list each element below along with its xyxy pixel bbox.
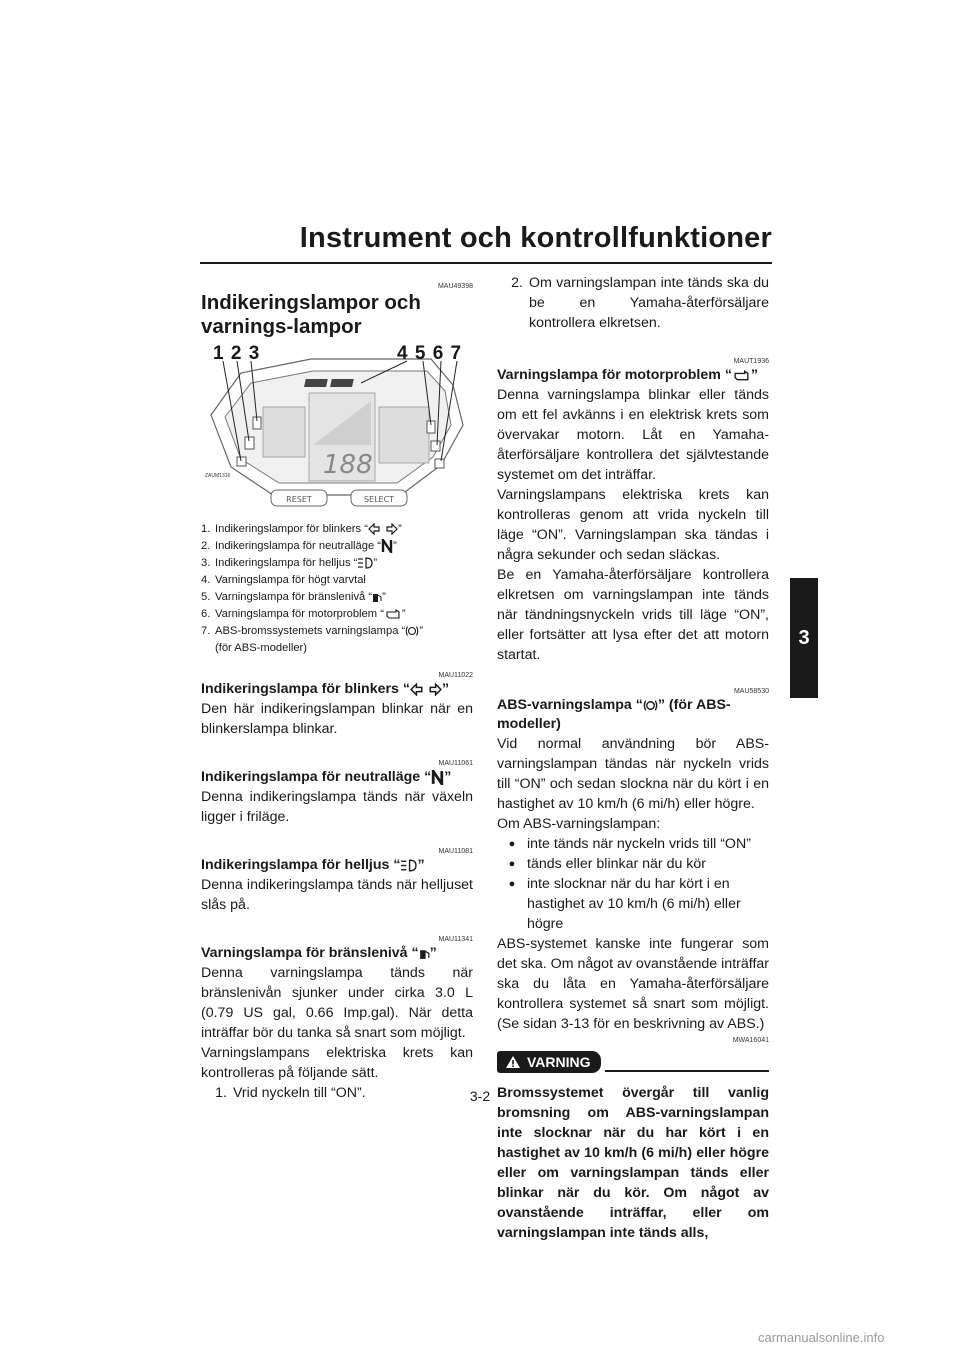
section-title-fuel: Varningslampa för bränslenivå “ ”	[201, 945, 437, 961]
high-beam-icon	[357, 557, 373, 569]
fuel-pump-icon	[419, 947, 430, 960]
select-label: SELECT	[363, 495, 395, 504]
neutral-icon	[431, 770, 444, 785]
turn-signal-icon	[410, 683, 442, 696]
turn-signal-icon	[368, 523, 398, 535]
section-text: Varningslampans elektriska krets kan kontrolleras på följande sätt.	[201, 1045, 473, 1081]
section-code: MAUT1936	[733, 358, 769, 365]
section-code: MAU11081	[438, 848, 473, 855]
section-text: Be en Yamaha-återförsäljare kontrollera elkretsen om varningslampan inte tänds när tändningsnyckeln vrids till läge “ON”, eller fortsätter att lysa efter det att motorn startat.	[497, 567, 769, 663]
abs-icon	[643, 698, 658, 713]
fuel-pump-icon	[372, 591, 382, 603]
section-title-blinkers: Indikeringslampa för blinkers “ ”	[201, 681, 450, 697]
warning-triangle-icon	[505, 1055, 521, 1069]
section-code: MAU58530	[733, 688, 769, 695]
section-text: Denna indikeringslampa tänds när växeln ligger i friläge.	[201, 789, 473, 825]
page-header: Instrument och kontrollfunktioner	[299, 222, 772, 254]
watermark: carmanualsonline.info	[758, 1330, 885, 1345]
section-code: MAU11341	[438, 936, 473, 943]
section-text: ABS-systemet kanske inte fungerar som det ska. Om något av ovanstående inträffar ska du låta en Yamaha-återförsäljare kontrollera systemet så snart som möjligt. (Se sidan 3-13 för en beskrivning av ABS.)	[497, 936, 769, 1032]
section-text: Den här indikeringslampan blinkar när en blinkerslampa blinkar.	[201, 701, 473, 737]
high-beam-icon	[400, 859, 417, 872]
instrument-panel-illustration	[201, 345, 473, 517]
callout-item: 1. Indikeringslampor för blinkers “ ”	[201, 523, 402, 535]
bullet-icon: ●	[508, 858, 516, 870]
header-rule	[200, 262, 772, 264]
callout-numbers-right: 4 5 6 7	[397, 345, 463, 364]
engine-icon	[732, 369, 751, 382]
step-item: 1. Vrid nyckeln till “ON”.	[215, 1085, 366, 1101]
section-text: Varningslampans elektriska krets kan kontrolleras genom att vrida nyckeln till läge “ON”. Varningslampan ska tändas i några sekunder och sedan släckas.	[497, 487, 769, 563]
section-title-highbeam: Indikeringslampa för helljus “ ”	[201, 857, 425, 873]
section-title-abs: ABS-varningslampa “ ” (för ABS-modeller)	[497, 697, 731, 732]
callout-item: 2. Indikeringslampa för neutralläge “ ”	[201, 540, 397, 552]
list-item: ● tänds eller blinkar när du kör	[497, 854, 769, 874]
bullet-icon: ●	[508, 838, 516, 850]
section-text: Denna varningslampa tänds när bränslenivån sjunker under cirka 3.0 L (0.79 US gal, 0.66 Imp.gal). När detta inträffar bör du tanka så snart som möjligt.	[201, 965, 473, 1041]
list-item: ● inte tänds när nyckeln vrids till “ON”	[497, 834, 769, 854]
figure-code: ZAUM1316	[205, 473, 231, 479]
section-title-engine: Varningslampa för motorproblem “ ”	[497, 367, 759, 383]
instrument-figure	[201, 345, 473, 517]
neutral-icon	[381, 539, 393, 553]
chapter-tab: 3	[790, 578, 818, 698]
callout-list	[201, 521, 473, 657]
section-text: Denna varningslampa blinkar eller tänds om ett fel avkänns i en elektrisk krets som övervakar motorn. Låt en Yamaha-återförsäljare kontrollera det självtestande systemet om det inträffar.	[497, 387, 769, 483]
section-text: Denna indikeringslampa tänds när helljuset slås på.	[201, 877, 473, 913]
section-code: MAU11022	[438, 672, 473, 679]
engine-icon	[384, 608, 402, 620]
bullet-icon: ●	[508, 878, 516, 890]
callout-item: 4. Varningslampa för högt varvtal	[201, 574, 366, 586]
warning-code: MWA16041	[732, 1037, 769, 1044]
callout-item: 7. ABS-bromssystemets varningslampa “ ” (för ABS-modeller)	[201, 625, 423, 654]
page-number: 3-2	[469, 1088, 491, 1104]
warning-text: Bromssystemet övergår till vanlig bromsning om ABS-varningslampan inte slocknar när du har kört i en hastighet av 10 km/h (6 mi/h) eller högre eller om varningslampan tänds eller blinkar när du kör. Om något av ovanstående inträffar, eller om varningslampan inte tänds alls,	[497, 1085, 769, 1241]
section-text: Om ABS-varningslampan:	[497, 816, 661, 832]
callout-numbers-left: 1 2 3	[213, 345, 261, 364]
section-code: MAU11061	[438, 760, 473, 767]
section-heading: Indikeringslampor och varnings-lampor	[201, 291, 421, 338]
reset-label: RESET	[286, 495, 312, 504]
digits-readout: 188	[323, 450, 373, 480]
list-item: ● inte slocknar när du har kört i en hastighet av 10 km/h (6 mi/h) eller högre	[497, 874, 769, 934]
left-column	[201, 272, 473, 1103]
step-item: 2. Om varningslampan inte tänds ska du be en Yamaha-återförsäljare kontrollera elkretsen.	[511, 275, 769, 331]
abs-icon	[405, 624, 419, 638]
section-title-neutral: Indikeringslampa för neutralläge “ ”	[201, 769, 452, 785]
callout-item: 5. Varningslampa för bränslenivå “ ”	[201, 591, 386, 603]
section-code: MAU49398	[437, 283, 473, 290]
callout-item: 3. Indikeringslampa för helljus “ ”	[201, 557, 378, 569]
callout-item: 6. Varningslampa för motorproblem “ ”	[201, 608, 406, 620]
warning-banner	[497, 1051, 769, 1073]
section-text: Vid normal användning bör ABS-varningslampan tändas när nyckeln vrids till “ON” och sedan slockna när du kört i en hastighet av 10 km/h (6 mi/h) eller högre.	[497, 736, 769, 812]
warning-rule	[605, 1070, 769, 1072]
warning-badge: VARNING	[497, 1051, 601, 1073]
